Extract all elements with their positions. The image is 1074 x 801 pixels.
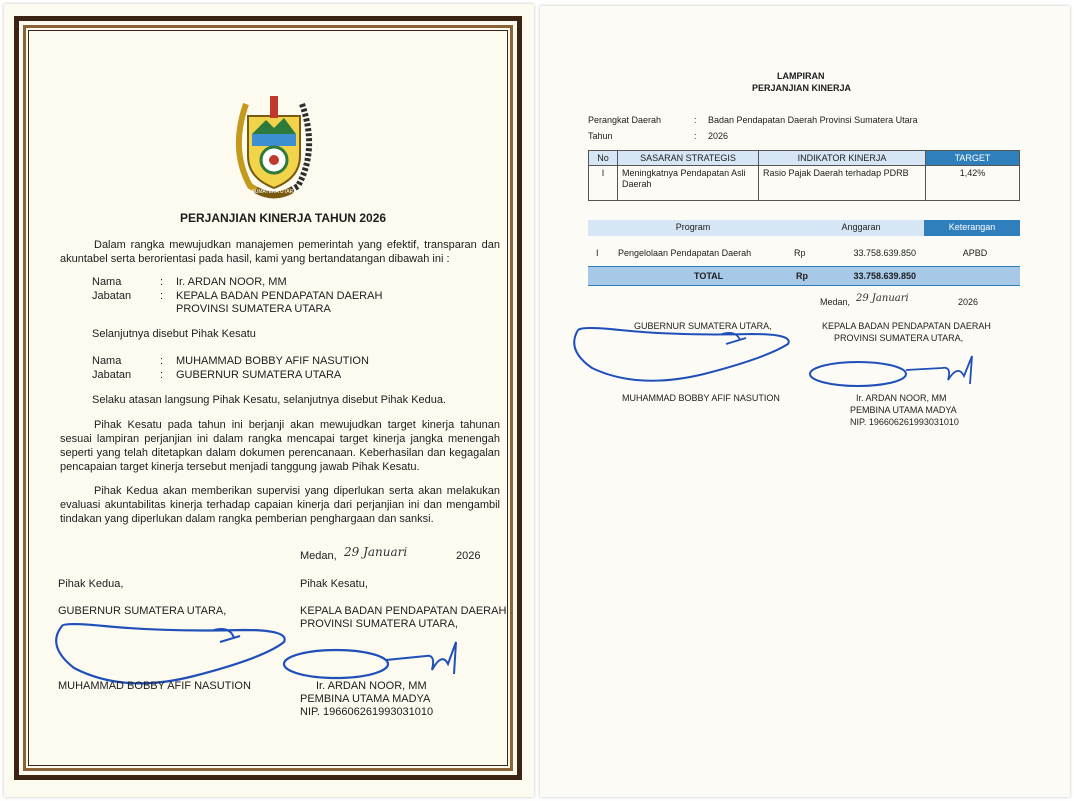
table-cell-target: 1,42% <box>925 165 1020 201</box>
table-cell-sasaran: Meningkatnya Pendapatan Asli Daerah <box>617 165 759 201</box>
signer-right-name: Ir. ARDAN NOOR, MM <box>856 393 947 403</box>
table-header-indikator: INDIKATOR KINERJA <box>758 150 926 166</box>
program-row-amount: 33.758.639.850 <box>853 248 916 258</box>
place-label: Medan, <box>820 297 851 307</box>
year-label: 2026 <box>958 297 979 307</box>
signer-right-name: Ir. ARDAN NOOR, MM <box>316 680 427 692</box>
separator: : <box>160 276 164 288</box>
table-cell-indikator: Rasio Pajak Daerah terhadap PDRB <box>758 165 926 201</box>
table-cell-no: I <box>588 165 618 201</box>
party1-jabatan-label: Jabatan <box>92 290 132 302</box>
year-label: 2026 <box>456 550 481 562</box>
total-currency: Rp <box>796 271 808 281</box>
place-label: Medan, <box>300 550 337 562</box>
party2-jabatan-label: Jabatan <box>92 369 132 381</box>
party1-jabatan-value-line2: PROVINSI SUMATERA UTARA <box>176 303 331 315</box>
signer-left-name: MUHAMMAD BOBBY AFIF NASUTION <box>58 680 251 692</box>
pihak-kesatu-label: Pihak Kesatu, <box>300 578 368 590</box>
tahun-value: 2026 <box>708 131 729 141</box>
signer-right-title-line2: PROVINSI SUMATERA UTARA, <box>834 333 964 343</box>
signer-right-title-line2: PROVINSI SUMATERA UTARA, <box>300 618 458 630</box>
program-row-no: I <box>596 248 599 258</box>
perangkat-label: Perangkat Daerah <box>588 115 662 125</box>
separator: : <box>694 115 697 125</box>
separator: : <box>160 369 164 381</box>
party1-jabatan-value: KEPALA BADAN PENDAPATAN DAERAH <box>176 290 383 302</box>
program-row-keterangan: APBD <box>962 248 988 258</box>
program-row-currency: Rp <box>794 248 806 258</box>
table-header-target: TARGET <box>925 150 1020 166</box>
supervisi-paragraph: Pihak Kedua akan memberikan supervisi yang diperlukan serta akan melakukan evaluasi akuntabilitas kinerja terhadap capaian kinerja dari perjanjian ini dan mengambil tindakan yang diperlukan dalam rangka pemberian penghargaan dan sanksi. <box>60 485 500 525</box>
signer-right-nip: NIP. 196606261993031010 <box>300 706 434 718</box>
signer-left-title: GUBERNUR SUMATERA UTARA, <box>634 321 772 331</box>
perjanjian-kinerja-page <box>4 4 534 797</box>
selanjutnya-text: Selanjutnya disebut Pihak Kesatu <box>92 328 256 340</box>
party2-nama-label: Nama <box>92 355 122 367</box>
table-header-sasaran: SASARAN STRATEGIS <box>617 150 759 166</box>
table-header-no: No <box>588 150 618 166</box>
document-title: PERJANJIAN KINERJA TAHUN 2026 <box>180 211 387 225</box>
party1-nama-label: Nama <box>92 276 122 288</box>
berjanji-paragraph: Pihak Kesatu pada tahun ini berjanji akan mewujudkan target kinerja tahunan sesuai lampiran perjanjian ini dalam rangka mencapai target kinerja jangka menengah seperti yang telah ditetapkan dalam dokumen perencanaan. Keberhasilan dan kegagalan pencapaian target kinerja tersebut menjadi tanggung jawab Pihak Kesatu. <box>60 419 500 473</box>
emblem-ribbon-text: SUMATERA UTARA <box>251 189 297 195</box>
party1-nama-value: Ir. ARDAN NOOR, MM <box>176 276 287 288</box>
total-label: TOTAL <box>694 271 724 281</box>
signer-left-title: GUBERNUR SUMATERA UTARA, <box>58 605 227 617</box>
separator: : <box>160 355 164 367</box>
signature-gubernur-icon <box>566 322 806 392</box>
separator: : <box>160 290 164 302</box>
handwritten-date: 29 Januari <box>856 293 909 304</box>
program-row-name: Pengelolaan Pendapatan Daerah <box>618 248 752 258</box>
signer-right-nip: NIP. 196606261993031010 <box>850 417 959 427</box>
lampiran-subtitle: PERJANJIAN KINERJA <box>752 83 852 93</box>
signer-right-title: KEPALA BADAN PENDAPATAN DAERAH <box>300 605 507 617</box>
table-header-anggaran: Anggaran <box>798 220 924 236</box>
pihak-kedua-label: Pihak Kedua, <box>58 578 124 590</box>
signer-right-rank: PEMBINA UTAMA MADYA <box>300 693 431 705</box>
perangkat-value: Badan Pendapatan Daerah Provinsi Sumatera Utara <box>708 115 918 125</box>
intro-paragraph: Dalam rangka mewujudkan manajemen pemerintah yang efektif, transparan dan akuntabel serta berorientasi pada hasil, kami yang bertandatangan dibawah ini : <box>60 239 500 265</box>
handwritten-date: 29 Januari <box>344 545 408 559</box>
signer-right-title: KEPALA BADAN PENDAPATAN DAERAH <box>822 321 991 331</box>
lampiran-title: LAMPIRAN <box>777 71 825 81</box>
signer-left-name: MUHAMMAD BOBBY AFIF NASUTION <box>622 393 780 403</box>
tahun-label: Tahun <box>588 131 613 141</box>
party2-nama-value: MUHAMMAD BOBBY AFIF NASUTION <box>176 355 369 367</box>
signer-right-rank: PEMBINA UTAMA MADYA <box>850 405 957 415</box>
lampiran-page <box>540 6 1070 797</box>
atasan-paragraph: Selaku atasan langsung Pihak Kesatu, selanjutnya disebut Pihak Kedua. <box>92 394 447 406</box>
table-header-keterangan: Keterangan <box>924 220 1020 236</box>
table-header-program: Program <box>588 220 798 236</box>
party2-jabatan-value: GUBERNUR SUMATERA UTARA <box>176 369 342 381</box>
province-emblem-icon <box>226 90 322 202</box>
separator: : <box>694 131 697 141</box>
total-amount: 33.758.639.850 <box>853 271 916 281</box>
